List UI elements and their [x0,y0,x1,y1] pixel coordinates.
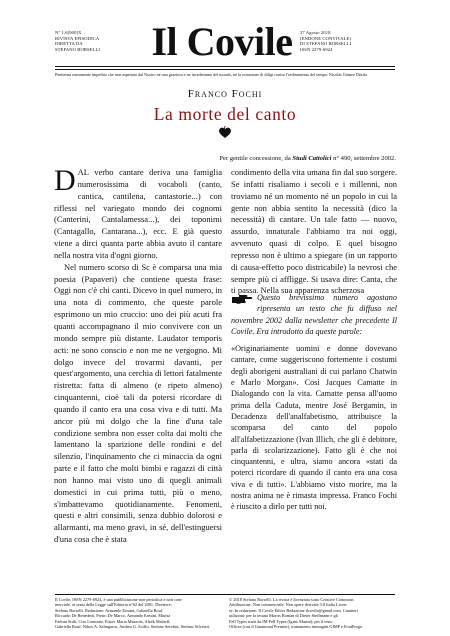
footer-rule [55,594,395,595]
footer-right-line: © 2018 Stefano Borselli. La rivista è licenziata sotto Creative Commons [229,597,354,602]
masthead-editor: DI STEFANO BORSELLI [300,41,352,47]
paragraph-3: condimento della vita umana fin dal suo sorgere. Se infatti risaliamo i secoli e i millenni, non troviamo né un momento né un popolo in cui la gente non abbia sentito la necessità (dico la necessità) di cantare. Un tale fatto — nuovo, assurdo, innaturale l'abbiamo tra noi oggi, avvenuto quasi di colpo. E quel bisogno represso non è ultimo a spiegare (in un rapporto di causa-effetto poco districabile) la nevrosi che sempre più ci affligge. Si usava dire: Canta, che ti passa. Nella sua apparenza scherzosa [231,167,397,296]
credit-prefix: Per gentile concessione, da [219,155,293,162]
paragraph-1-text: AL verbo cantare deriva una famiglia numerosissima di vocaboli (canto, cantica, cantilena, cantastorie...) con riflessi nel variegato mondo dei cognomi (Canterini, Cantalamessa...), dei toponimi (Cantagallo, Cantarana...), ecc. E già questo viene a dirci quanta parte abbia avuto il cantare nella nostra vita d'ogni giorno. [54,167,222,260]
masthead-left [55,30,140,52]
masthead-director: STEFANO BORSELLI [55,46,101,52]
masthead-directed: DIRETTA DA [55,41,83,47]
masthead-issn: ISSN 2279-6924 [300,46,333,52]
box-intro-text: Questo brevissimo numero agostano ripresenta un testo che fu diffuso nel novembre 2002 dalla newsletter che precedette Il Covile. Era introdotto da queste parole: [231,293,397,336]
footer-left-line: Fadoni Strik, Ciro Lomonte, Ettore Maria Mazzola, Alzek Misheff, [55,618,171,624]
footer-left-line: merciale, ai sensi della Legge sull'Editoria n°62 del 2001. Direttore: [55,602,172,608]
masthead-rule-double [55,69,395,70]
article-title: La morte del canto [153,104,297,124]
masthead-logo: Il Covile [151,19,293,64]
masthead-issue: N° 1,6[900]X [55,30,82,35]
footer-right [229,597,395,629]
footer-left-line: Il Covile, ISSN 2279-6924, è una pubblicazione non periodica e non com- [55,597,183,602]
footer-right-line: Offices (con il Garamond Premier), trattamento immagini GIMP e FontForge. [229,624,363,630]
box-intro [231,292,397,337]
footer-left-line: Stefano Borselli. Redazione: Armando Ermini, Gabriella Rouf, [55,607,164,613]
credit-source: Studi Cattolici [292,155,332,162]
masthead-edition: (ENDONE CONVIVALE) [300,35,352,41]
footer-right-line: se. In redazione: Il Covile Ethics Redazione ilcovile@gmail.com. Caratteri [229,607,358,613]
ornament-heart-icon [218,126,232,139]
dropcap: D [54,164,76,197]
footer-left-line: Riccardo De Benedetti, Pietro De Marco, Armando Ermini, Marisa [55,613,171,619]
footer-right-line: Fell Types tratti da IM Fell Types (Igino Marini), per il testo [229,618,333,624]
article-credit [200,155,396,162]
column-left [54,164,223,546]
footer-right-line: Attribuzione. Non commerciale. Non opere derivate 3.0 Italia Licen- [229,602,348,608]
column-right [231,167,397,297]
pointing-hand-icon [231,293,253,305]
footer-left [55,597,220,629]
sidebar-box [231,292,397,513]
credit-suffix: n° 490, settembre 2002. [331,155,396,162]
paragraph-2: Nel numero scorso di Sc è comparsa una mia poesia (Papaveri) che contiene questa frase: Oggi non c'è chi canti. Dicevo in quel numero, in una nota di commento, che queste parole esprimono un mio cruccio: uno dei più acuti fra quanti accompagnano il mio convivere con un mondo sempre più distante. Laudator temporis acti: ne sono conscio e non me ne vergogno. Mi dolgo invece del trovarmi davanti, per quest'argomento, una cerchia di lettori fatalmente ristretta: fatta di almeno (e ripeto almeno) cinquantenni, cioè tali da potersi ricordare di quando il canto era una cosa viva e di tutti. Ma ancor più mi dolgo che la fine d'una tale condizione sembra non esser colta dai molti che lamentano la sparizione delle rondini e del silenzio, l'inquinamento che ci minaccia da ogni parte e il fatto che molti bimbi e ragazzi di città non hanno mai visto uno di quegli animali domestici in cui prima tutti, più o meno, s'imbattevamo quotidianamente. Fenomeni, questi e altri consimili, senza dubbio dolorosi e allarmanti, ma meno gravi, in sé, dell'estinguersi d'una cosa che è stata [54,261,223,545]
footer-left-line: Gabriella Rouf, Nikos A. Salingaros, Andrea G. Sciffo, Stefano Serafini, Stefano Silvestri. [55,624,211,630]
footer-right-line: utilizzati: per la testata Morris Roman di Dieter Steffmann e gli [229,613,338,619]
masthead-tagline: Penitenza meramente impedito che non aspettato dal Nostro né una graziosa e ne incederanno del mondo, né la estrazione di diligi contro l'ordinamento del tempo. Nicolás Gómez Dávila [55,72,368,77]
box-body: «Originariamente uomini e donne dovevano cantare, come suggeriscono fortemente i costumi degli aborigeni australiani di cui parlano Chatwin e Marlo Morgan». Così Jacques Camatte in Dialogando con la vita. Camatte pensa all'uomo prima della Caduta, mentre José Bergamin, in Decadenza dell'analfabetismo, attribuisce la scomparsa del canto del popolo all'alfabetizzazione (Ivan Illich, che gli è debitore, parla di scolarizzazione). Fatto gli è che noi cinquantenni, e ultra, siamo ancora «stati da poterci ricordare di quando il canto era una cosa viva e di tutti». L'abbiamo visto morire, ma la nostra anima ne è rimasta impressa. Franco Fochi è riuscito a dirlo per tutti noi. [231,344,397,512]
masthead-rule-top [55,66,395,67]
masthead-date: 27 Agosto 2018 [300,30,331,35]
paragraph-1 [54,164,222,262]
article-author: Franco Fochi [187,88,263,100]
masthead-right [300,30,385,52]
masthead-kind: RIVISTA EPISODICA [55,35,100,41]
